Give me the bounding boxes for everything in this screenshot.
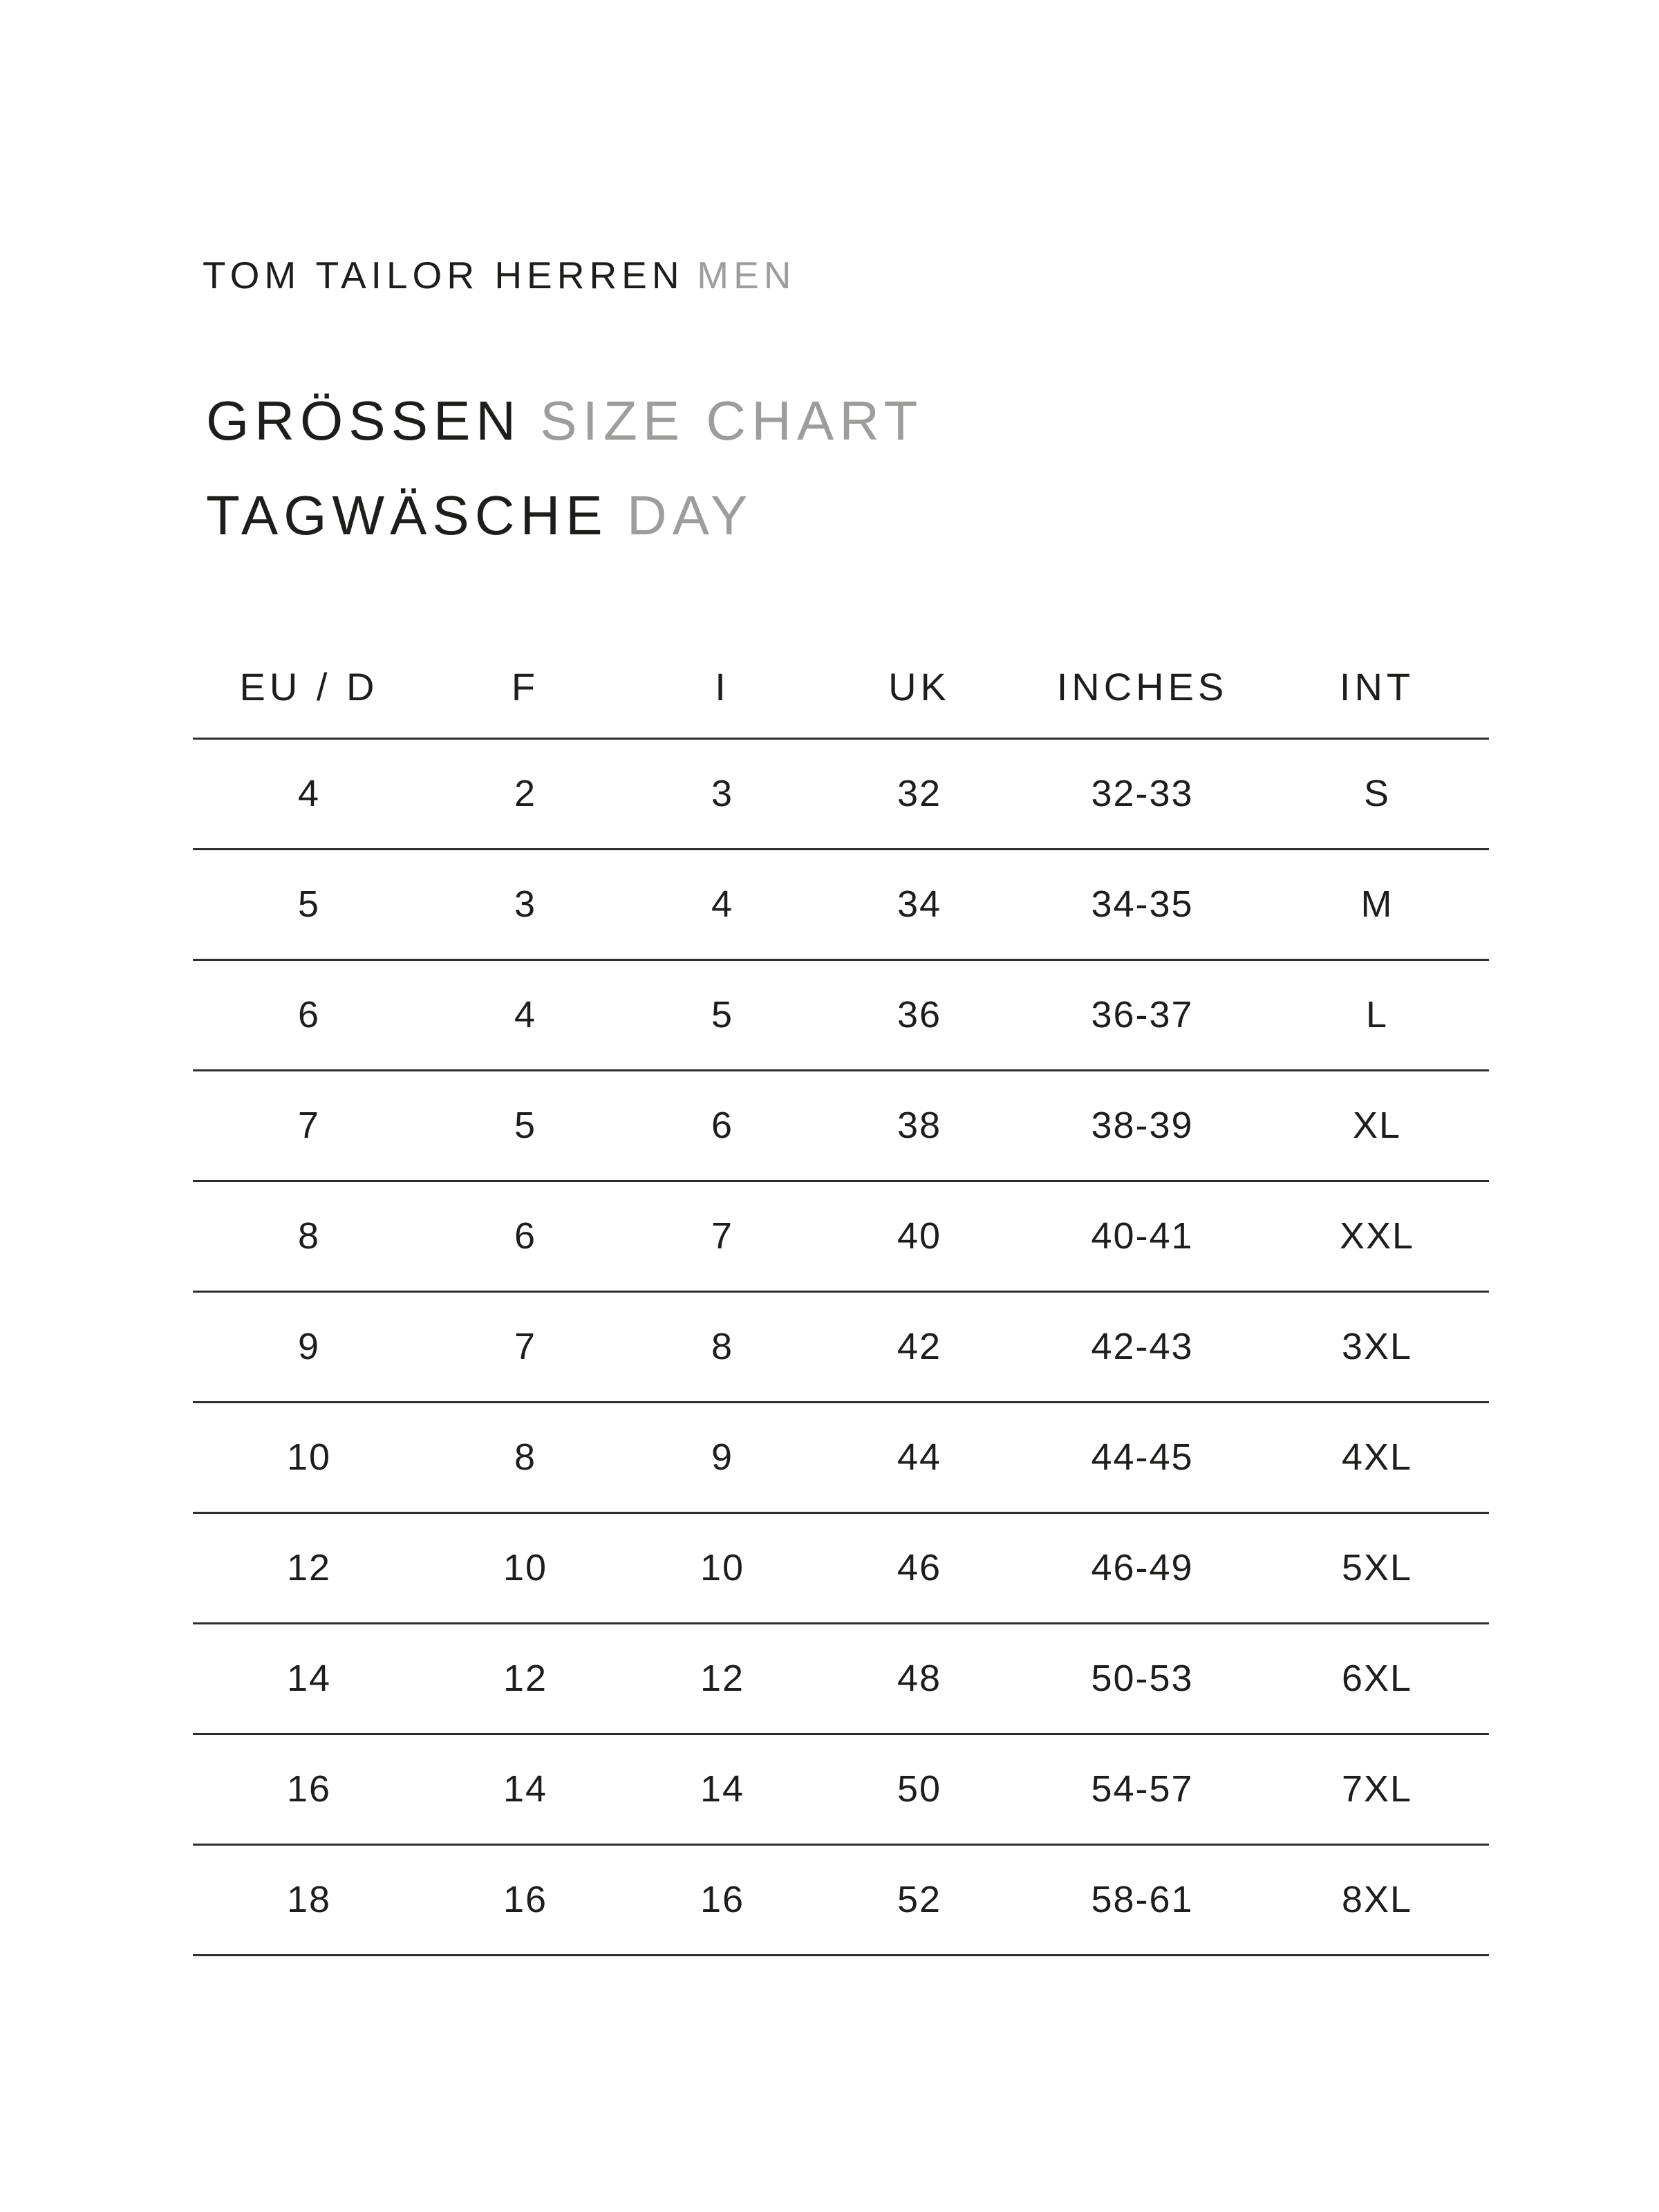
table-cell: 7XL [1341, 1768, 1413, 1810]
table-cell: 3 [711, 773, 734, 814]
table-cell: 38 [897, 1105, 942, 1146]
table-cell: 8 [711, 1326, 734, 1367]
table-cell: 32-33 [1091, 773, 1194, 814]
table-cell: 46 [897, 1547, 942, 1588]
table-cell: 9 [711, 1436, 734, 1478]
title-line1-secondary: SIZE CHART [540, 389, 924, 451]
column-header: I [715, 664, 730, 709]
table-cell: XL [1352, 1105, 1402, 1146]
table-cell: 7 [711, 1215, 734, 1257]
title-line-2 [206, 468, 923, 563]
size-chart-title [206, 373, 923, 563]
table-cell: 40 [897, 1215, 942, 1257]
table-cell: 10 [700, 1547, 745, 1588]
size-table [193, 636, 1489, 1956]
table-cell: 3 [514, 883, 537, 925]
table-row [193, 1512, 1489, 1623]
table-cell: 16 [286, 1768, 332, 1810]
table-row [193, 1181, 1489, 1291]
table-cell: 2 [514, 773, 537, 814]
table-cell: 50-53 [1091, 1658, 1194, 1699]
table-cell: 16 [700, 1879, 745, 1920]
table-cell: 5 [514, 1105, 537, 1146]
table-cell: 14 [286, 1658, 332, 1699]
table-cell: 18 [286, 1879, 332, 1920]
brand-secondary-text: MEN [697, 254, 796, 297]
column-header: UK [888, 664, 950, 709]
table-cell: 34-35 [1091, 883, 1194, 925]
table-cell: 7 [514, 1326, 537, 1367]
table-cell: 44 [897, 1436, 942, 1478]
table-cell: 10 [286, 1436, 332, 1478]
table-cell: 6 [711, 1105, 734, 1146]
table-cell: 3XL [1341, 1326, 1413, 1367]
table-cell: L [1365, 994, 1389, 1035]
brand-primary-text: TOM TAILOR HERREN [203, 254, 684, 297]
table-cell: 10 [503, 1547, 548, 1588]
table-cell: XXL [1339, 1215, 1415, 1257]
table-cell: 12 [286, 1547, 332, 1588]
table-cell: M [1360, 883, 1394, 925]
table-row [193, 1402, 1489, 1512]
table-row [193, 1623, 1489, 1734]
title-line2-secondary: DAY [626, 484, 753, 546]
table-cell: 5 [297, 883, 321, 925]
size-table-header [193, 636, 1489, 738]
table-cell: 8 [514, 1436, 537, 1478]
title-line1-primary: GRÖSSEN [206, 389, 522, 451]
column-header: EU / D [239, 664, 379, 709]
table-row [193, 849, 1489, 959]
table-cell: 38-39 [1091, 1105, 1194, 1146]
table-cell: 12 [700, 1658, 745, 1699]
table-cell: 40-41 [1091, 1215, 1194, 1257]
table-cell: 44-45 [1091, 1436, 1194, 1478]
table-cell: 14 [503, 1768, 548, 1810]
table-cell: 52 [897, 1879, 942, 1920]
title-line2-primary: TAGWÄSCHE [206, 484, 608, 546]
table-cell: 54-57 [1091, 1768, 1194, 1810]
table-row [193, 959, 1489, 1070]
table-row [193, 1844, 1489, 1955]
table-cell: 4 [711, 883, 734, 925]
table-cell: 8XL [1341, 1879, 1413, 1920]
table-cell: 6 [514, 1215, 537, 1257]
table-cell: S [1363, 773, 1391, 814]
table-row [193, 1070, 1489, 1181]
table-row [193, 1291, 1489, 1402]
table-row [193, 1734, 1489, 1844]
table-cell: 46-49 [1091, 1547, 1194, 1588]
table-cell: 32 [897, 773, 942, 814]
column-header: F [511, 664, 540, 709]
table-cell: 48 [897, 1658, 942, 1699]
table-cell: 9 [297, 1326, 321, 1367]
table-cell: 16 [503, 1879, 548, 1920]
table-cell: 8 [297, 1215, 321, 1257]
table-cell: 5 [711, 994, 734, 1035]
table-cell: 42 [897, 1326, 942, 1367]
table-cell: 42-43 [1091, 1326, 1194, 1367]
table-row [193, 738, 1489, 849]
table-cell: 4XL [1341, 1436, 1413, 1478]
brand-line [203, 254, 796, 296]
table-cell: 50 [897, 1768, 942, 1810]
table-cell: 5XL [1341, 1547, 1413, 1588]
table-cell: 36-37 [1091, 994, 1194, 1035]
table-cell: 4 [514, 994, 537, 1035]
table-cell: 12 [503, 1658, 548, 1699]
title-line-1 [206, 373, 923, 468]
header-row [193, 636, 1489, 738]
column-header: INCHES [1056, 664, 1228, 709]
column-header: INT [1339, 664, 1415, 709]
table-cell: 36 [897, 994, 942, 1035]
table-cell: 4 [297, 773, 321, 814]
table-cell: 7 [297, 1105, 321, 1146]
table-cell: 6 [297, 994, 321, 1035]
table-cell: 14 [700, 1768, 745, 1810]
size-table-container [193, 636, 1489, 1956]
table-cell: 34 [897, 883, 942, 925]
size-table-body [193, 738, 1489, 1955]
table-cell: 6XL [1341, 1658, 1413, 1699]
table-cell: 58-61 [1091, 1879, 1194, 1920]
